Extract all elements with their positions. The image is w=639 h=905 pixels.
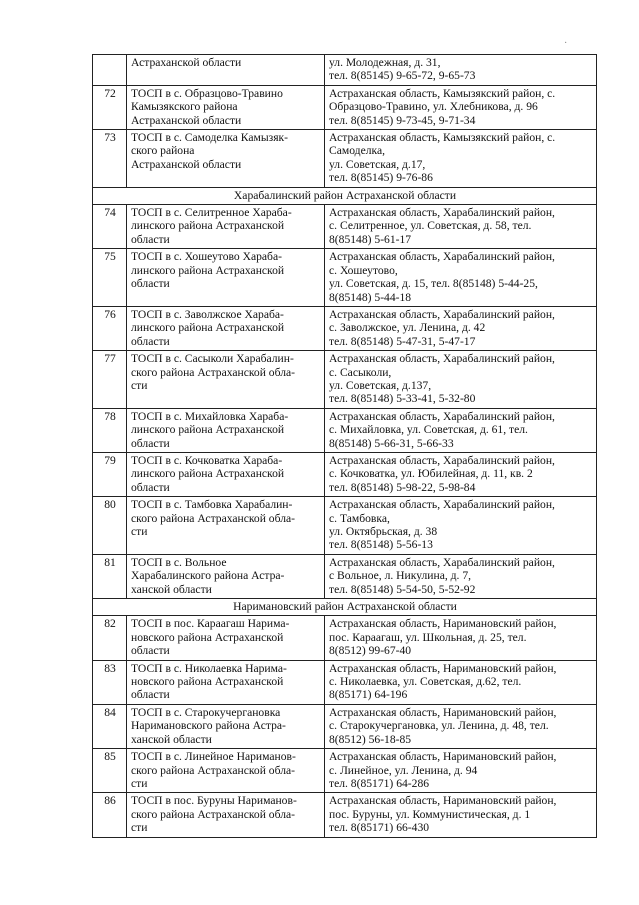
office-address-line: Астраханская область, Харабалинский район, (329, 206, 555, 220)
section-title: Наримановский район Астраханской области (93, 599, 597, 616)
offices-table (92, 54, 597, 838)
office-name-line: линского района Астраханской (131, 467, 285, 481)
office-name-line: Харабалинского района Астра- (131, 569, 285, 583)
office-name-line: области (131, 644, 170, 658)
office-name-cell (127, 704, 325, 748)
office-address-line: Астраханская область, Харабалинский район, (329, 453, 555, 467)
office-name-line: Астраханской области (131, 157, 242, 171)
table-row (93, 704, 597, 748)
office-name-cell (127, 616, 325, 660)
office-address-cell (325, 793, 597, 837)
office-name-line: области (131, 277, 170, 291)
office-address-cell (325, 85, 597, 129)
row-number: 85 (93, 749, 127, 793)
office-name-line: ТОСП в с. Старокучергановка (131, 705, 281, 719)
office-address-line: Самоделка, (329, 144, 386, 158)
table-row (93, 351, 597, 409)
office-address-line: Астраханская область, Харабалинский район, (329, 250, 555, 264)
office-address-line: ул. Молодежная, д. 31, (329, 56, 441, 69)
row-number: 75 (93, 249, 127, 307)
office-name-line: сти (131, 776, 148, 790)
office-name-line: ханской области (131, 732, 212, 746)
office-name-line: ханской области (131, 582, 212, 596)
office-name-line: ТОСП в с. Самоделка Камызяк- (131, 131, 289, 145)
table-row (93, 130, 597, 188)
office-address-line: Астраханская область, Харабалинский район, (329, 555, 555, 569)
table-row (93, 452, 597, 496)
office-address-cell (325, 408, 597, 452)
table-row (93, 616, 597, 660)
office-address-cell (325, 306, 597, 350)
office-address-cell (325, 205, 597, 249)
office-name-line: области (131, 334, 170, 348)
office-name-cell (127, 660, 325, 704)
table-row (93, 55, 597, 86)
section-header-row (93, 599, 597, 616)
row-number: 86 (93, 793, 127, 837)
office-name-cell (127, 205, 325, 249)
office-address-line: Астраханская область, Харабалинский район, (329, 498, 555, 512)
office-address-cell (325, 55, 597, 86)
table-row (93, 85, 597, 129)
row-number: 84 (93, 704, 127, 748)
office-address-line: тел. 8(85148) 5-56-13 (329, 538, 433, 552)
table-row (93, 205, 597, 249)
office-name-line: области (131, 436, 170, 450)
row-number: 78 (93, 408, 127, 452)
office-name-line: линского района Астраханской (131, 263, 285, 277)
office-address-line: Астраханская область, Харабалинский район, (329, 409, 555, 423)
office-name-line: ТОСП в с. Заволжское Хараба- (131, 307, 284, 321)
table-row (93, 793, 597, 837)
office-address-line: тел. 8(85145) 9-73-45, 9-71-34 (329, 113, 476, 127)
row-number (93, 55, 127, 86)
row-number: 80 (93, 497, 127, 555)
office-name-cell (127, 351, 325, 409)
office-name-cell (127, 55, 325, 86)
office-name-line: ТОСП в пос. Буруны Нариманов- (131, 794, 297, 808)
office-name-line: ского района (131, 144, 195, 158)
office-address-line: с. Михайловка, ул. Советская, д. 61, тел. (329, 423, 528, 437)
office-address-line: Образцово-Травино, ул. Хлебникова, д. 96 (329, 100, 538, 114)
office-address-line: Астраханская область, Наримановский район, (329, 750, 557, 764)
table-row (93, 497, 597, 555)
office-address-line: Астраханская область, Харабалинский район, (329, 307, 555, 321)
office-name-line: ТОСП в пос. Караагаш Нарима- (131, 617, 290, 631)
office-address-cell (325, 249, 597, 307)
scan-mark: · (564, 38, 568, 49)
office-name-cell (127, 249, 325, 307)
office-address-cell (325, 452, 597, 496)
office-address-line: с. Тамбовка, (329, 511, 390, 525)
office-address-line: тел. 8(85148) 5-33-41, 5-32-80 (329, 392, 476, 406)
office-name-line: линского района Астраханской (131, 219, 285, 233)
office-address-cell (325, 660, 597, 704)
row-number: 83 (93, 660, 127, 704)
office-address-line: с Вольное, л. Никулина, д. 7, (329, 569, 472, 583)
office-address-line: Астраханская область, Наримановский район, (329, 661, 557, 675)
office-name-line: ТОСП в с. Тамбовка Харабалин- (131, 498, 293, 512)
row-number: 77 (93, 351, 127, 409)
row-number: 73 (93, 130, 127, 188)
row-number: 82 (93, 616, 127, 660)
office-address-line: Астраханская область, Харабалинский район, (329, 352, 555, 366)
office-address-line: тел. 8(85171) 66-430 (329, 821, 430, 835)
office-name-cell (127, 130, 325, 188)
office-name-cell (127, 306, 325, 350)
office-address-line: 8(85148) 5-61-17 (329, 232, 412, 246)
office-name-cell (127, 749, 325, 793)
office-address-line: тел. 8(85145) 9-76-86 (329, 171, 433, 185)
office-name-line: ТОСП в с. Селитренное Хараба- (131, 206, 292, 220)
office-name-line: ТОСП в с. Вольное (131, 555, 227, 569)
office-address-line: 8(85171) 64-196 (329, 688, 408, 702)
row-number: 79 (93, 452, 127, 496)
office-name-cell (127, 554, 325, 598)
office-address-line: Астраханская область, Камызякский район, с. (329, 131, 556, 145)
row-number: 76 (93, 306, 127, 350)
office-address-cell (325, 554, 597, 598)
office-address-line: ул. Советская, д. 15, тел. 8(85148) 5-44-25, (329, 277, 538, 291)
office-address-line: 8(8512) 56-18-85 (329, 732, 412, 746)
office-name-line: ТОСП в с. Образцово-Травино (131, 86, 283, 100)
office-address-line: с. Хошеутово, (329, 263, 398, 277)
office-name-line: Камызякского района (131, 100, 238, 114)
office-name-line: сти (131, 525, 148, 538)
office-name-line: области (131, 232, 170, 246)
office-address-line: тел. 8(85148) 5-98-22, 5-98-84 (329, 480, 476, 494)
row-number: 74 (93, 205, 127, 249)
office-name-cell (127, 85, 325, 129)
section-title: Харабалинский район Астраханской области (93, 187, 597, 204)
office-name-line: ТОСП в с. Сасыколи Харабалин- (131, 352, 294, 366)
row-number: 72 (93, 85, 127, 129)
office-address-line: тел. 8(85145) 9-65-72, 9-65-73 (329, 69, 476, 83)
office-name-line: Астраханской области (131, 56, 242, 69)
office-name-line: ТОСП в с. Михайловка Хараба- (131, 409, 289, 423)
office-address-cell (325, 749, 597, 793)
office-address-cell (325, 704, 597, 748)
table-row (93, 306, 597, 350)
office-name-cell (127, 452, 325, 496)
table-row (93, 249, 597, 307)
office-address-cell (325, 351, 597, 409)
office-address-line: с. Кочковатка, ул. Юбилейная, д. 11, кв. 2 (329, 467, 533, 481)
office-address-line: с. Селитренное, ул. Советская, д. 58, тел. (329, 219, 532, 233)
office-address-cell (325, 497, 597, 555)
office-address-line: с. Линейное, ул. Ленина, д. 94 (329, 763, 478, 777)
office-name-line: области (131, 480, 170, 494)
office-name-line: ского района Астраханской обла- (131, 763, 296, 777)
office-address-line: Астраханская область, Наримановский район, (329, 794, 557, 808)
office-address-line: с. Старокучергановка, ул. Ленина, д. 48, тел. (329, 719, 549, 733)
table-row (93, 554, 597, 598)
section-header-row (93, 187, 597, 204)
office-name-cell (127, 793, 325, 837)
office-name-line: новского района Астраханской (131, 675, 284, 689)
office-address-line: тел. 8(85148) 5-47-31, 5-47-17 (329, 334, 476, 348)
office-name-line: ТОСП в с. Хошеутово Хараба- (131, 250, 282, 264)
office-address-line: Астраханская область, Камызякский район, с. (329, 86, 556, 100)
office-name-line: ТОСП в с. Николаевка Нарима- (131, 661, 287, 675)
office-name-line: Астраханской области (131, 113, 242, 127)
office-address-line: 8(85148) 5-44-18 (329, 290, 412, 304)
office-name-line: ского района Астраханской обла- (131, 511, 296, 525)
office-address-cell (325, 616, 597, 660)
office-address-line: тел. 8(85171) 64-286 (329, 776, 430, 790)
table-row (93, 660, 597, 704)
office-address-line: ул. Октябрьская, д. 38 (329, 525, 438, 538)
office-address-line: ул. Советская, д.137, (329, 378, 432, 392)
table-row (93, 749, 597, 793)
table-row (93, 408, 597, 452)
office-address-line: Астраханская область, Наримановский район, (329, 617, 557, 631)
office-address-cell (325, 130, 597, 188)
row-number: 81 (93, 554, 127, 598)
office-name-line: Наримановского района Астра- (131, 719, 286, 733)
office-address-line: 8(85148) 5-66-31, 5-66-33 (329, 436, 454, 450)
office-address-line: с. Николаевка, ул. Советская, д.62, тел. (329, 675, 522, 689)
office-address-line: ул. Советская, д.17, (329, 157, 426, 171)
office-name-line: новского района Астраханской (131, 630, 284, 644)
table-body (93, 55, 597, 838)
office-name-cell (127, 497, 325, 555)
office-name-line: сти (131, 821, 148, 835)
office-name-line: ского района Астраханской обла- (131, 807, 296, 821)
office-name-line: линского района Астраханской (131, 321, 285, 335)
office-name-line: области (131, 688, 170, 702)
office-name-line: сти (131, 378, 148, 392)
office-name-line: ского района Астраханской обла- (131, 365, 296, 379)
office-name-cell (127, 408, 325, 452)
office-address-line: с. Сасыколи, (329, 365, 392, 379)
office-name-line: ТОСП в с. Линейное Нариманов- (131, 750, 296, 764)
office-name-line: ТОСП в с. Кочковатка Хараба- (131, 453, 283, 467)
office-address-line: пос. Караагаш, ул. Школьная, д. 25, тел. (329, 630, 527, 644)
office-address-line: с. Заволжское, ул. Ленина, д. 42 (329, 321, 486, 335)
office-address-line: пос. Буруны, ул. Коммунистическая, д. 1 (329, 807, 531, 821)
office-address-line: Астраханская область, Наримановский район, (329, 705, 557, 719)
office-address-line: тел. 8(85148) 5-54-50, 5-52-92 (329, 582, 476, 596)
office-name-line: линского района Астраханской (131, 423, 285, 437)
office-address-line: 8(8512) 99-67-40 (329, 644, 412, 658)
